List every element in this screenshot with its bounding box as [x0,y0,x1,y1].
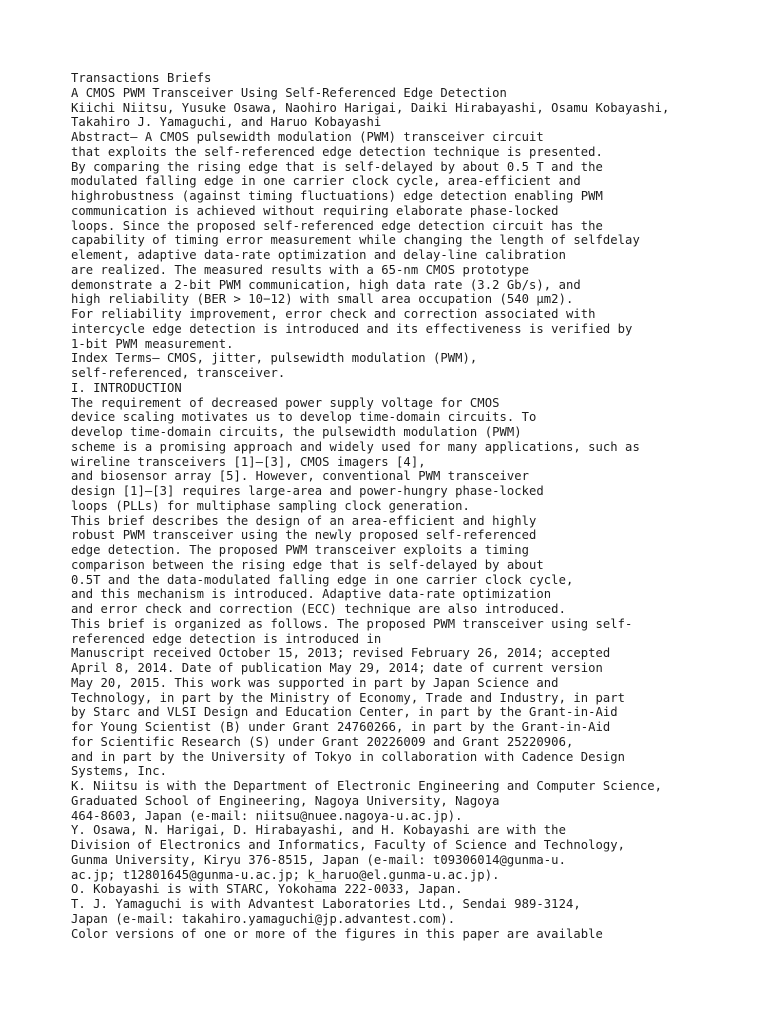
introduction-text: loops (PLLs) for multiphase sampling clock generation. [71,498,470,513]
document-body [71,71,761,941]
abstract-text: highrobustness (against timing fluctuations) edge detection enabling PWM [71,189,603,203]
abstract-text: modulated falling edge in one carrier clock cycle, area-efficient and [71,174,581,189]
manuscript-footnote: Systems, Inc. [71,764,168,779]
manuscript-footnote: for Young Scientist (B) under Grant 24760266, in part by the Grant-in-Aid [71,720,611,734]
affiliation-footnote: ac.jp; t12801645@gunma-u.ac.jp; k_haruo@el.gunma-u.ac.jp). [71,867,500,882]
introduction-text: robust PWM transceiver using the newly proposed self-referenced [71,528,537,543]
affiliation-footnote: Division of Electronics and Informatics, Faculty of Science and Technology, [71,838,626,852]
affiliation-footnote: Y. Osawa, N. Harigai, D. Hirabayashi, and H. Kobayashi are with the [71,823,566,838]
introduction-text: and this mechanism is introduced. Adaptive data-rate optimization [71,587,552,602]
abstract-text: intercycle edge detection is introduced and its effectiveness is verified by [71,321,633,336]
introduction-text: The requirement of decreased power supply voltage for CMOS [71,395,500,410]
introduction-text: This brief describes the design of an area-efficient and highly [71,513,537,528]
author-list: Kiichi Niitsu, Yusuke Osawa, Naohiro Harigai, Daiki Hirabayashi, Osamu Kobayashi, [71,100,670,115]
index-terms: Index Terms— CMOS, jitter, pulsewidth modulation (PWM), [71,351,478,366]
introduction-text: comparison between the rising edge that is self-delayed by about [71,557,544,572]
abstract-text: loops. Since the proposed self-referenced edge detection circuit has the [71,218,603,233]
affiliation-footnote: Graduated School of Engineering, Nagoya University, Nagoya [71,793,500,808]
affiliation-footnote: Gunma University, Kiryu 376-8515, Japan (e-mail: t09306014@gunma-u. [71,852,566,867]
abstract-text: For reliability improvement, error check and correction associated with [71,307,596,321]
abstract-text: Abstract— A CMOS pulsewidth modulation (PWM) transceiver circuit [71,130,544,144]
abstract-text: demonstrate a 2-bit PWM communication, high data rate (3.2 Gb/s), and [71,277,581,292]
manuscript-footnote: Technology, in part by the Ministry of Economy, Trade and Industry, in part [71,690,626,705]
introduction-text: 0.5T and the data-modulated falling edge in one carrier clock cycle, [71,572,574,587]
journal-section-label: Transactions Briefs [71,71,212,85]
introduction-text: develop time-domain circuits, the pulsewidth modulation (PWM) [71,425,522,439]
abstract-text: 1-bit PWM measurement. [71,336,234,351]
manuscript-footnote: for Scientific Research (S) under Grant 20226009 and Grant 25220906, [71,734,574,749]
manuscript-footnote: May 20, 2015. This work was supported in part by Japan Science and [71,675,559,690]
color-versions-note: Color versions of one or more of the figures in this paper are available [71,926,603,941]
introduction-text: device scaling motivates us to develop time-domain circuits. To [71,410,537,425]
introduction-text: and biosensor array [5]. However, conventional PWM transceiver [71,469,530,484]
affiliation-footnote: K. Niitsu is with the Department of Electronic Engineering and Computer Science, [71,779,662,793]
abstract-text: that exploits the self-referenced edge detection technique is presented. [71,144,603,159]
introduction-text: scheme is a promising approach and widely used for many applications, such as [71,439,640,454]
index-terms: self-referenced, transceiver. [71,366,286,380]
abstract-text: By comparing the rising edge that is self-delayed by about 0.5 T and the [71,159,603,174]
abstract-text: capability of timing error measurement while changing the length of selfdelay [71,233,640,248]
affiliation-footnote: Japan (e-mail: takahiro.yamaguchi@jp.advantest.com). [71,911,456,926]
introduction-text: wireline transceivers [1]–[3], CMOS imagers [4], [71,454,426,469]
section-heading-introduction: I. INTRODUCTION [71,380,182,395]
affiliation-footnote: T. J. Yamaguchi is with Advantest Laboratories Ltd., Sendai 989-3124, [71,897,581,911]
introduction-text: edge detection. The proposed PWM transceiver exploits a timing [71,543,530,557]
abstract-text: element, adaptive data-rate optimization and delay-line calibration [71,248,566,262]
manuscript-footnote: and in part by the University of Tokyo in collaboration with Cadence Design [71,749,626,764]
paper-title: A CMOS PWM Transceiver Using Self-Referenced Edge Detection [71,85,507,100]
abstract-text: high reliability (BER > 10−12) with small area occupation (540 μm2). [71,292,574,307]
affiliation-footnote: O. Kobayashi is with STARC, Yokohama 222-0033, Japan. [71,882,463,897]
affiliation-footnote: 464-8603, Japan (e-mail: niitsu@nuee.nagoya-u.ac.jp). [71,808,463,823]
introduction-text: design [1]–[3] requires large-area and power-hungry phase-locked [71,484,544,498]
introduction-text: and error check and correction (ECC) technique are also introduced. [71,602,566,616]
introduction-text: This brief is organized as follows. The proposed PWM transceiver using self- [71,616,633,631]
manuscript-footnote: Manuscript received October 15, 2013; revised February 26, 2014; accepted [71,646,611,661]
abstract-text: are realized. The measured results with a 65-nm CMOS prototype [71,262,530,277]
author-list: Takahiro J. Yamaguchi, and Haruo Kobayashi [71,115,382,130]
manuscript-footnote: April 8, 2014. Date of publication May 29, 2014; date of current version [71,661,603,675]
manuscript-footnote: by Starc and VLSI Design and Education Center, in part by the Grant-in-Aid [71,705,618,720]
abstract-text: communication is achieved without requiring elaborate phase-locked [71,203,559,218]
introduction-text: referenced edge detection is introduced in [71,631,382,646]
